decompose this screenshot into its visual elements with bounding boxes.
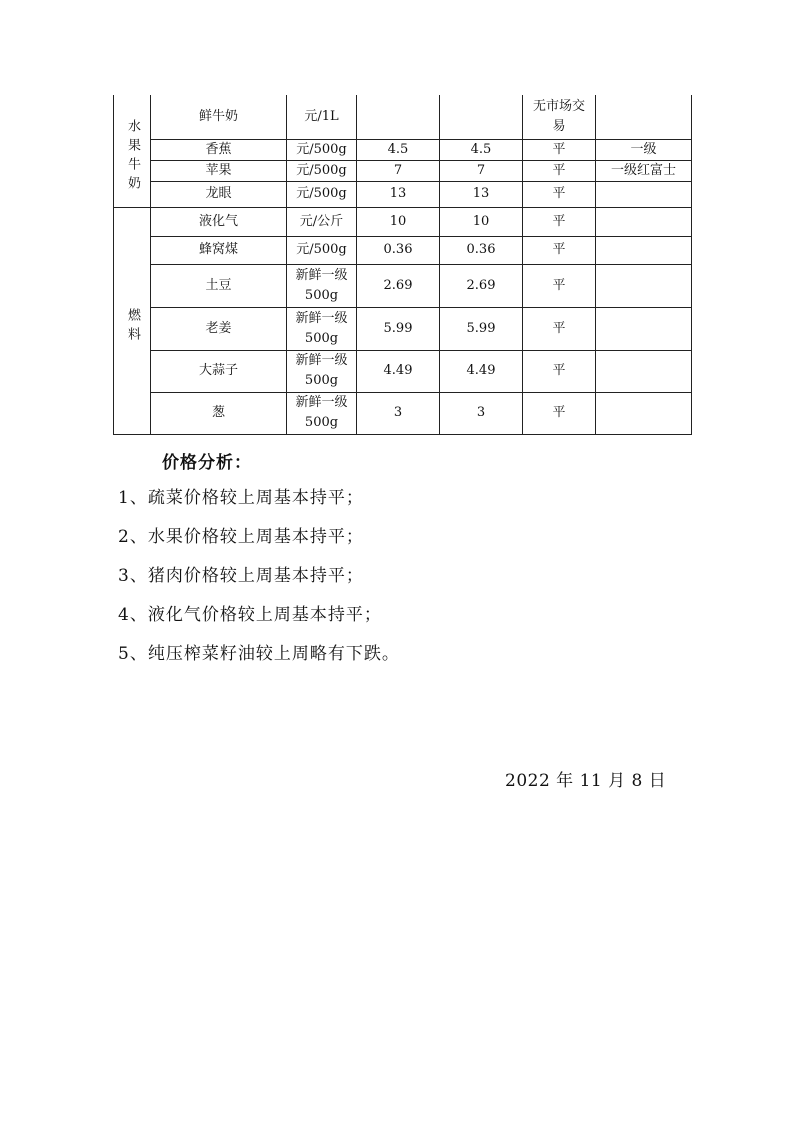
price-curr: 4.5	[440, 139, 523, 160]
price-curr: 2.69	[440, 264, 523, 307]
item-unit: 元/500g	[287, 160, 357, 181]
trend: 平	[523, 264, 596, 307]
table-row	[114, 236, 692, 264]
price-curr: 7	[440, 160, 523, 181]
item-name: 香蕉	[151, 139, 287, 160]
analysis-title: 价格分析：	[162, 453, 252, 473]
price-prev	[357, 95, 440, 139]
price-curr: 5.99	[440, 307, 523, 350]
unit-line: 500g	[304, 287, 339, 303]
item-unit: 元/500g	[287, 181, 357, 207]
category-label: 水果牛奶	[125, 118, 140, 195]
item-unit	[287, 264, 357, 307]
unit-line: 新鲜一级	[295, 395, 348, 410]
price-curr: 13	[440, 181, 523, 207]
trend: 平	[523, 236, 596, 264]
document-date: 2022 年 11 月 8 日	[505, 771, 667, 791]
price-curr: 4.49	[440, 350, 523, 392]
item-name: 蜂窝煤	[151, 236, 287, 264]
analysis-item: 3、猪肉价格较上周基本持平；	[118, 566, 364, 586]
unit-line: 500g	[304, 330, 339, 346]
table-row	[114, 181, 692, 207]
item-name: 葱	[151, 392, 287, 434]
table-row	[114, 392, 692, 434]
item-name: 苹果	[151, 160, 287, 181]
note: 一级红富士	[596, 160, 692, 181]
trend: 平	[523, 160, 596, 181]
table-row	[114, 207, 692, 236]
unit-line: 500g	[304, 373, 339, 388]
item-name: 大蒜子	[151, 350, 287, 392]
trend: 平	[523, 350, 596, 392]
price-prev: 5.99	[357, 307, 440, 350]
item-name: 液化气	[151, 207, 287, 236]
item-unit	[287, 392, 357, 434]
trend: 平	[523, 139, 596, 160]
item-name: 鲜牛奶	[151, 95, 287, 139]
price-prev: 7	[357, 160, 440, 181]
item-unit: 元/500g	[287, 236, 357, 264]
note	[596, 207, 692, 236]
unit-line: 新鲜一级	[295, 310, 348, 326]
trend: 平	[523, 392, 596, 434]
item-name: 土豆	[151, 264, 287, 307]
note	[596, 181, 692, 207]
price-curr: 10	[440, 207, 523, 236]
item-unit	[287, 307, 357, 350]
category-cell	[114, 207, 151, 434]
trend: 平	[523, 207, 596, 236]
item-unit: 元/公斤	[287, 207, 357, 236]
price-prev: 3	[357, 392, 440, 434]
analysis-item: 5、纯压榨菜籽油较上周略有下跌。	[118, 644, 400, 664]
table-row	[114, 95, 692, 139]
unit-line: 新鲜一级	[295, 267, 348, 283]
note	[596, 392, 692, 434]
table-row	[114, 139, 692, 160]
trend: 平	[523, 181, 596, 207]
analysis-item: 2、水果价格较上周基本持平；	[118, 527, 364, 547]
price-prev: 4.5	[357, 139, 440, 160]
table-row	[114, 307, 692, 350]
price-curr	[440, 95, 523, 139]
item-name: 龙眼	[151, 181, 287, 207]
table-row	[114, 160, 692, 181]
note: 一级	[596, 139, 692, 160]
price-curr: 0.36	[440, 236, 523, 264]
item-name: 老姜	[151, 307, 287, 350]
price-prev: 0.36	[357, 236, 440, 264]
unit-line: 500g	[304, 415, 339, 430]
trend: 无市场交易	[523, 95, 596, 139]
price-table	[113, 95, 692, 435]
price-prev: 4.49	[357, 350, 440, 392]
note	[596, 350, 692, 392]
category-cell	[114, 95, 151, 207]
note	[596, 264, 692, 307]
category-label: 燃料	[125, 307, 140, 346]
note	[596, 307, 692, 350]
note	[596, 236, 692, 264]
note	[596, 95, 692, 139]
table-row	[114, 264, 692, 307]
item-unit	[287, 350, 357, 392]
analysis-item: 4、液化气价格较上周基本持平；	[118, 605, 382, 625]
trend: 平	[523, 307, 596, 350]
unit-line: 新鲜一级	[295, 353, 348, 368]
item-unit: 元/1L	[287, 95, 357, 139]
price-curr: 3	[440, 392, 523, 434]
price-prev: 13	[357, 181, 440, 207]
price-prev: 2.69	[357, 264, 440, 307]
item-unit: 元/500g	[287, 139, 357, 160]
analysis-item: 1、疏菜价格较上周基本持平；	[118, 488, 364, 508]
analysis-list	[118, 484, 400, 679]
price-prev: 10	[357, 207, 440, 236]
table-row	[114, 350, 692, 392]
